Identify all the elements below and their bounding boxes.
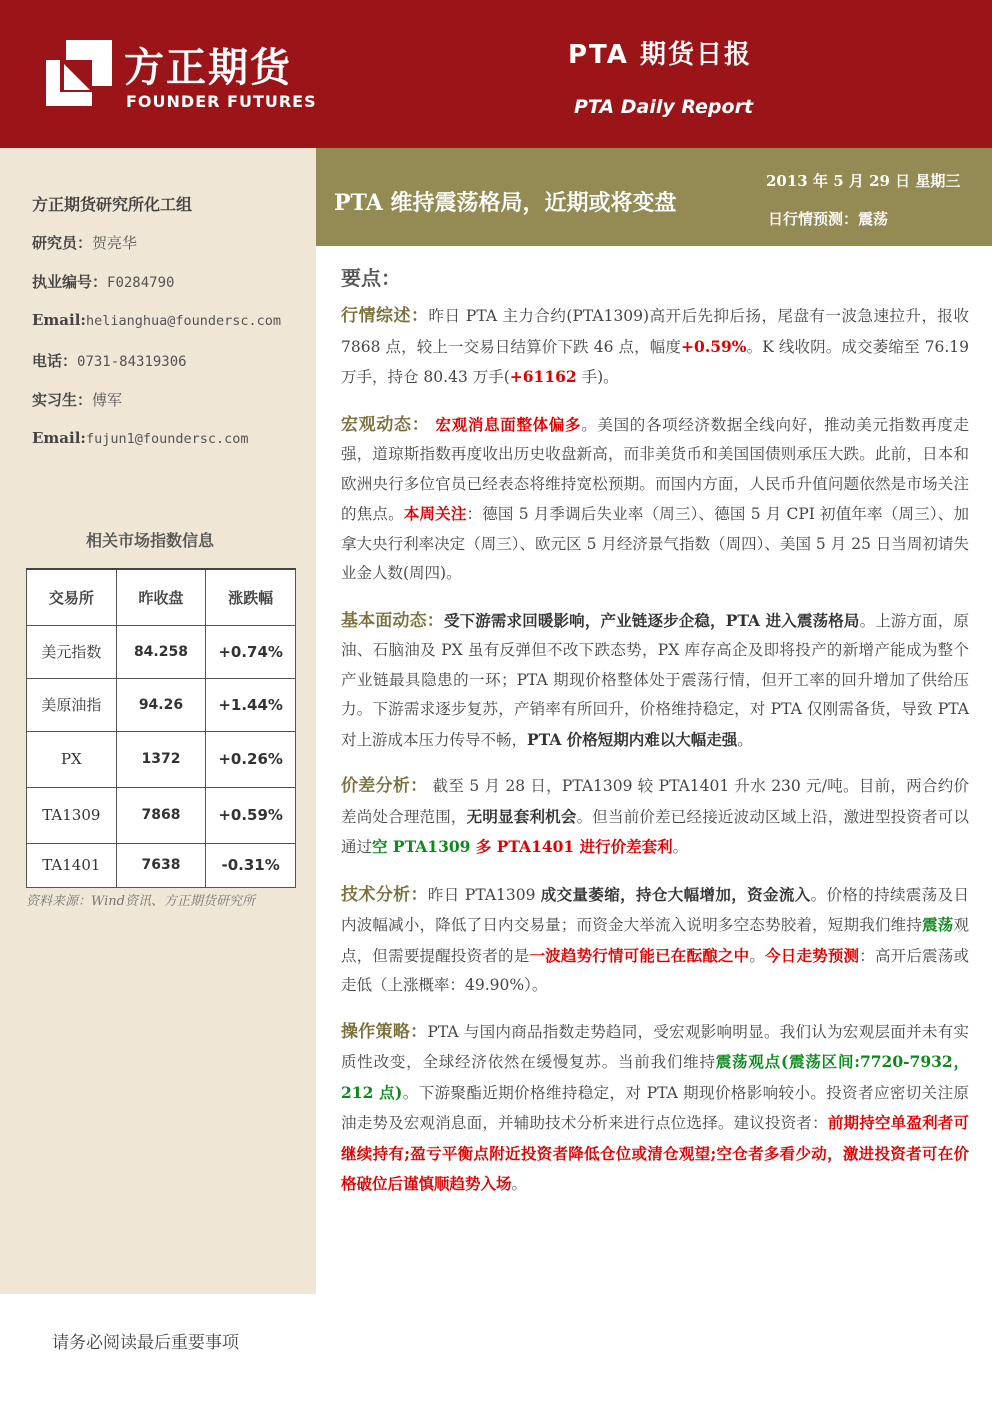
phone-number: 0731-84319306 bbox=[77, 354, 187, 370]
row-close: 1372 bbox=[116, 731, 206, 787]
section-label: 技术分析： bbox=[341, 884, 428, 905]
report-header bbox=[0, 0, 992, 148]
highlight-bold: PTA 价格短期内难以大幅走强 bbox=[527, 729, 738, 749]
email2-line bbox=[32, 429, 249, 447]
section-label: 宏观动态： bbox=[341, 414, 430, 435]
intern-line bbox=[32, 389, 122, 410]
report-title: PTA 期货日报 bbox=[568, 40, 752, 70]
researcher-name: 贺亮华 bbox=[92, 234, 138, 252]
highlight-green: 空 PTA1309 bbox=[372, 837, 471, 856]
text-run: ：德国 5 月季调后失业率（周三）、德国 5 月 CPI 初值年率（周三）、加拿大央行利率决定（周三）、欧元区 5 月经济景气指数（周四）、美国 5 月 25 日当周初请失业金人数(周四)。 bbox=[341, 505, 969, 582]
macro-paragraph bbox=[341, 410, 969, 589]
daily-forecast: 日行情预测：震荡 bbox=[768, 210, 889, 228]
highlight-bold: 受下游需求回暖影响，产业链逐步企稳，PTA 进入震荡格局 bbox=[443, 610, 860, 630]
footer-notice: 请务必阅读最后重要事项 bbox=[52, 1333, 239, 1353]
report-subtitle: PTA Daily Report bbox=[574, 96, 754, 118]
researcher-label: 研究员： bbox=[32, 234, 93, 252]
table-row bbox=[27, 678, 296, 731]
row-change: -0.31% bbox=[206, 843, 296, 887]
highlight-red: 今日走势预测 bbox=[765, 945, 860, 965]
phone-line bbox=[32, 350, 187, 371]
row-name: TA1401 bbox=[27, 843, 117, 887]
spread-paragraph bbox=[341, 772, 969, 863]
license-label: 执业编号： bbox=[32, 273, 108, 291]
text-run: 手)。 bbox=[576, 368, 619, 386]
text-run: 。价格的持续震荡及日内波幅减小，降低了日内交易量；而资金大举流入说明多空态势胶着，短期我们维持 bbox=[341, 885, 969, 934]
table-row bbox=[27, 787, 296, 843]
license-number: F0284790 bbox=[107, 275, 175, 291]
row-name: 美原油指 bbox=[27, 678, 117, 731]
section-label: 基本面动态： bbox=[341, 610, 444, 631]
text-run: 。美国的各项经济数据全线向好，推动美元指数再度走强，道琼斯指数再度收出历史收盘新高，而非美货币和美国国债则承压大跌。此前，日本和欧洲央行多位官员已经表态将维持宽松预期。而国内方面，人民币升值问题依然是市场关注的焦点。 bbox=[341, 415, 969, 523]
highlight-red: +61162 bbox=[509, 367, 577, 386]
email1-line bbox=[32, 311, 281, 329]
technical-paragraph bbox=[341, 880, 969, 1001]
section-label: 行情综述： bbox=[341, 306, 429, 326]
research-group: 方正期货研究所化工组 bbox=[32, 195, 193, 214]
row-close: 94.26 bbox=[116, 678, 206, 731]
email2-label: Email: bbox=[32, 429, 86, 447]
strategy-paragraph bbox=[341, 1018, 969, 1200]
row-name: 美元指数 bbox=[27, 625, 117, 678]
founder-logo-icon bbox=[46, 40, 112, 106]
highlight-green: 震荡观点 bbox=[715, 1052, 781, 1071]
logo-chinese-name: 方正期货 bbox=[124, 45, 292, 91]
text-run: 。 bbox=[511, 1175, 528, 1193]
researcher-line bbox=[32, 232, 137, 253]
email2-address[interactable]: fujun1@foundersc.com bbox=[85, 431, 249, 447]
license-line bbox=[32, 271, 174, 292]
table-header-row bbox=[27, 569, 296, 625]
highlight-bold: 无明显套利机会 bbox=[466, 806, 577, 826]
headline: PTA 维持震荡格局，近期或将变盘 bbox=[334, 190, 677, 216]
highlight-red: 前期持空单盈利者可继续持有;盈亏平衡点附近投资者降低仓位或清仓观望;空仓者多看少动，激进投资者可在价格破位后谨慎顺趋势入场 bbox=[341, 1113, 969, 1193]
row-close: 84.258 bbox=[116, 625, 206, 678]
section-label: 价差分析： bbox=[341, 776, 428, 796]
report-date: 2013 年 5 月 29 日 星期三 bbox=[766, 172, 961, 190]
main-content bbox=[341, 262, 969, 1217]
text-run: 观点，但需要提醒投资者的是 bbox=[341, 916, 969, 965]
text-run: ：高开后震荡或走低（上涨概率：49.90%）。 bbox=[341, 946, 969, 994]
text-run: 。 bbox=[672, 838, 689, 856]
column-header: 涨跌幅 bbox=[206, 569, 296, 625]
market-index-table bbox=[26, 568, 296, 888]
highlight-red: +0.59% bbox=[681, 336, 747, 356]
text-run: 。 bbox=[749, 946, 766, 965]
table-row bbox=[27, 731, 296, 787]
row-change: +0.59% bbox=[206, 787, 296, 843]
column-header: 昨收盘 bbox=[116, 569, 206, 625]
title-bar bbox=[316, 148, 992, 246]
highlight-red: 本周关注 bbox=[403, 504, 467, 523]
highlight-green: (震荡区间:7720-7932，212 点) bbox=[341, 1052, 969, 1102]
data-source-note: 资料来源：Wind资讯、方正期货研究所 bbox=[26, 894, 255, 909]
market-table-title: 相关市场指数信息 bbox=[86, 531, 215, 550]
key-points-heading: 要点： bbox=[341, 266, 401, 290]
text-run: 昨日 PTA 主力合约(PTA1309)高开后先抑后扬，尾盘有一波急速拉升，报收 7868 点，较上一交易日结算价下跌 46 点，幅度 bbox=[341, 307, 970, 356]
text-run: 。下游聚酯近期价格维持稳定，对 PTA 期现价格影响较小。投资者应密切关注原油走势及宏观消息面，并辅助技术分析来进行点位选择。建议投资者： bbox=[341, 1083, 969, 1132]
text-run: 截至 5 月 28 日，PTA1309 较 PTA1401 升水 230 元/吨。目前，两合约价差尚处合理范围， bbox=[341, 777, 969, 826]
highlight-bold: 成交量萎缩，持仓大幅增加，资金流入 bbox=[540, 884, 811, 904]
column-header: 交易所 bbox=[27, 569, 117, 625]
highlight-red: 宏观消息面整体偏多 bbox=[429, 414, 582, 434]
row-name: PX bbox=[27, 731, 117, 787]
row-change: +0.74% bbox=[206, 625, 296, 678]
market-summary-paragraph bbox=[341, 302, 969, 393]
fundamentals-paragraph bbox=[341, 606, 969, 756]
text-run: 。 bbox=[737, 730, 753, 749]
text-run: 。上游方面，原油、石脑油及 PX 虽有反弹但不改下跌态势，PX 库存高企及即将投产的新增产能成为整个产业链最具隐患的一环；PTA 期现价格整体处于震荡行情，但开工率的回升增加了供给压力。下游需求逐步复苏，产销率有所回升，价格维持稳定，对 PTA 仅刚需备货，导致 PTA 对上游成本压力传导不畅， bbox=[341, 611, 969, 749]
row-change: +1.44% bbox=[206, 678, 296, 731]
intern-label: 实习生： bbox=[32, 391, 93, 409]
email1-label: Email: bbox=[32, 311, 86, 329]
logo-english-name: FOUNDER FUTURES bbox=[126, 92, 317, 111]
row-name: TA1309 bbox=[27, 787, 117, 843]
row-close: 7638 bbox=[116, 843, 206, 887]
text-run: 昨日 PTA1309 bbox=[427, 885, 541, 904]
text-run: 。但当前价差已经接近波动区域上沿，激进型投资者可以通过 bbox=[341, 807, 969, 856]
highlight-green: 震荡 bbox=[922, 915, 954, 934]
table-row bbox=[27, 625, 296, 678]
highlight-red: 多 PTA1401 进行价差套利 bbox=[470, 837, 673, 856]
intern-name: 傅军 bbox=[92, 391, 123, 409]
phone-label: 电话： bbox=[32, 352, 78, 370]
row-close: 7868 bbox=[116, 787, 206, 843]
text-run: PTA 与国内商品指数走势趋同，受宏观影响明显。我们认为宏观层面并未有实质性改变，全球经济依然在缓慢复苏。当前我们维持 bbox=[341, 1022, 970, 1071]
table-row bbox=[27, 843, 296, 887]
highlight-red: 一波趋势行情可能已在酝酿之中 bbox=[529, 945, 750, 965]
text-run: 。K 线收阴。成交萎缩至 76.19 万手，持仓 80.43 万手( bbox=[341, 337, 970, 386]
row-change: +0.26% bbox=[206, 731, 296, 787]
section-label: 操作策略： bbox=[341, 1021, 428, 1042]
email1-address[interactable]: helianghua@foundersc.com bbox=[85, 313, 282, 329]
